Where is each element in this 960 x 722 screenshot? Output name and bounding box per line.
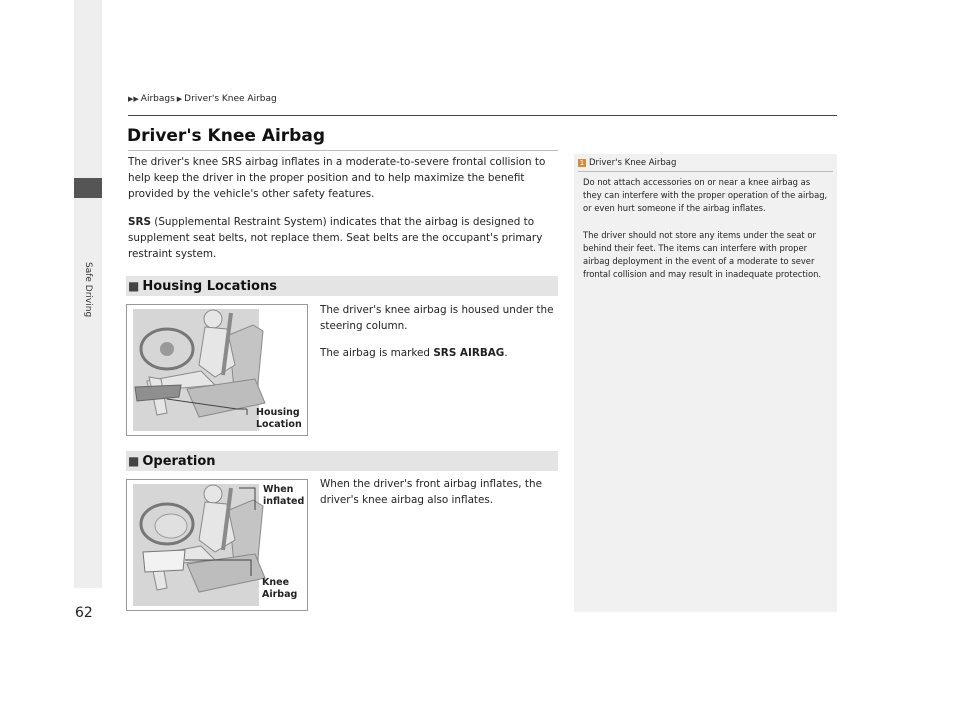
- knee-airbag-inflated-illustration: [126, 479, 308, 611]
- note-paragraph-accessories: Do not attach accessories on or near a knee airbag as they can interfere with the proper operation of the airbag, or even hurt someone if the airbag inflates.: [583, 177, 828, 213]
- housing-callout-line-1: Housing: [256, 407, 300, 418]
- housing-text: The driver's knee airbag is housed under the steering column.: [320, 304, 554, 332]
- breadcrumb-arrow-icon: ▶▶: [128, 95, 139, 103]
- header-divider: [128, 115, 837, 116]
- note-title: Driver's Knee Airbag: [589, 158, 677, 168]
- note-reference-icon: 1: [579, 159, 585, 167]
- breadcrumb-item-airbags[interactable]: Airbags: [140, 94, 175, 104]
- breadcrumb: [128, 94, 277, 104]
- note-header: [578, 158, 676, 168]
- srs-description: (Supplemental Restraint System) indicates that the airbag is designed to supplement seat belts, not replace them. Seat belts are the occupant's primary restraint system.: [128, 216, 543, 260]
- knee-callout-line-1: Knee: [262, 577, 290, 588]
- housing-heading-text: Housing Locations: [142, 278, 277, 294]
- section-square-icon: ■: [128, 454, 140, 468]
- breadcrumb-item-knee-airbag[interactable]: Driver's Knee Airbag: [184, 94, 277, 104]
- page-title: Driver's Knee Airbag: [127, 126, 325, 146]
- page-number: 62: [75, 605, 93, 621]
- intro-paragraph: The driver's knee SRS airbag inflates in a moderate-to-severe frontal collision to help keep the driver in the proper position and to help maximize the benefit provided by the vehicle's other safety features.: [128, 156, 546, 200]
- breadcrumb-arrow-icon: ▶: [176, 95, 183, 103]
- operation-text: When the driver's front airbag inflates, the driver's knee airbag also inflates.: [320, 478, 542, 506]
- housing-section-heading: [126, 276, 558, 296]
- housing-location-callout: [256, 407, 302, 431]
- section-square-icon: ■: [128, 279, 140, 293]
- srs-paragraph: [128, 214, 560, 262]
- knee-airbag-callout: [262, 577, 297, 601]
- marking-prefix: The airbag is marked: [320, 347, 434, 359]
- title-divider: [128, 150, 558, 151]
- operation-section-heading: [126, 451, 558, 471]
- sidebar-section-label: Safe Driving: [83, 262, 93, 318]
- note-paragraph-storage: The driver should not store any items under the seat or behind their feet. The items can interfere with proper airbag deployment in the event of a moderate to sever frontal collision and may result in inadequate protection.: [583, 230, 822, 279]
- srs-term: SRS: [128, 216, 151, 228]
- housing-callout-line-2: Location: [256, 419, 302, 430]
- knee-callout-line-2: Airbag: [262, 589, 298, 600]
- marking-suffix: .: [504, 347, 508, 359]
- srs-airbag-label: SRS AIRBAG: [433, 347, 505, 359]
- inflated-callout-line-1: When: [263, 484, 294, 495]
- inflated-callout-line-2: inflated: [263, 496, 305, 507]
- housing-location-illustration: [126, 304, 308, 436]
- note-divider: [578, 171, 833, 172]
- when-inflated-callout: [263, 484, 304, 508]
- airbag-marking-text: [320, 345, 560, 361]
- note-panel: [574, 154, 837, 612]
- operation-heading-text: Operation: [142, 453, 216, 469]
- sidebar-section-tab: [74, 178, 102, 198]
